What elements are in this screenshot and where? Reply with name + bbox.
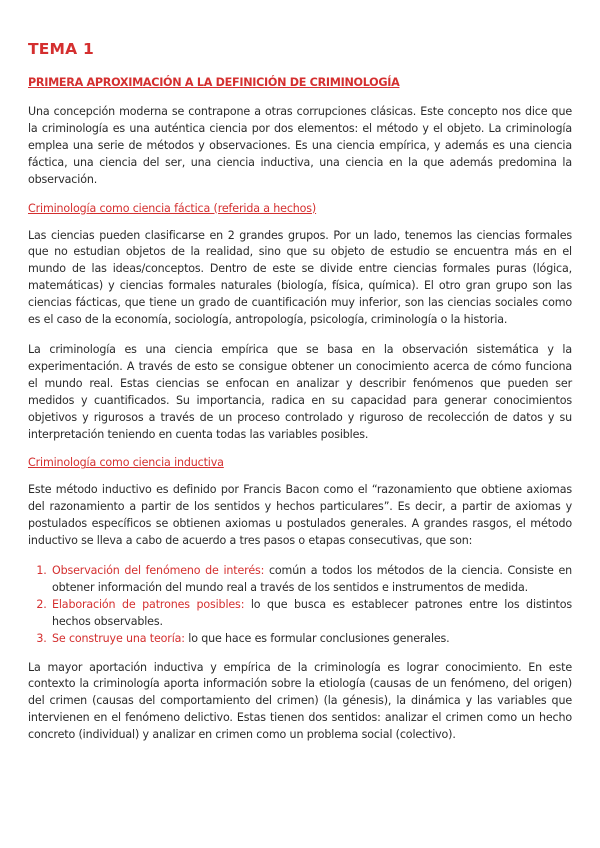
step-text: común a todos los métodos de la ciencia. Consiste en obtener información del mundo real a través de los sentidos e instrumentos de medida. (52, 564, 572, 594)
list-item (50, 597, 572, 631)
list-item (50, 631, 572, 648)
inductiva-paragraph: Este método inductivo es definido por Francis Bacon como el “razonamiento que obtiene axiomas del razonamiento a partir de los sentidos y hechos particulares”. Es decir, a partir de axiomas y postulados específicos se obtienen axiomas u postulados generales. A grandes rasgos, el método inductivo se lleva a cabo de acuerdo a tres pasos o etapas consecutivas, que son: (28, 483, 572, 548)
section-heading-factica: Criminología como ciencia fáctica (referida a hechos) (28, 201, 317, 215)
factica-paragraph-2: La criminología es una ciencia empírica que se basa en la observación sistemática y la experimentación. A través de esto se consigue obtener un conocimiento acerca de cómo funciona el mundo real. Estas ciencias se enfocan en analizar y describir fenómenos que pueden ser medidos y cuantificados. Su importancia, radica en su capacidad para generar conocimientos objetivos y rigurosos a través de un proceso controlado y riguroso de recolección de datos y su interpretación teniendo en cuenta todas las variables posibles. (28, 342, 572, 441)
section-heading-inductiva: Criminología como ciencia inductiva (28, 456, 224, 470)
step-text: lo que hace es formular conclusiones generales. (184, 631, 450, 645)
step-term: Se construye una teoría: (52, 631, 185, 645)
closing-paragraph: La mayor aportación inductiva y empírica de la criminología es lograr conocimiento. En este contexto la criminología aporta información sobre la etiología (causas de un fenómeno, del origen) del crimen (causas del comportamiento del crimen) (la génesis), la dinámica y las variables que intervienen en el fenómeno delictivo. Estas tienen dos sentidos: analizar el crimen como un hecho concreto (individual) y analizar en crimen como un problema social (colectivo). (28, 660, 572, 742)
step-term: Elaboración de patrones posibles: (52, 597, 245, 611)
factica-paragraph-1: Las ciencias pueden clasificarse en 2 grandes grupos. Por un lado, tenemos las ciencias formales que no estudian objetos de la realidad, sino que su objeto de estudio se encuentra más en el mundo de las ideas/conceptos. Dentro de este se divide entre ciencias formales puras (lógica, matemáticas) y ciencias formales naturales (biología, física, química). El otro gran grupo son las ciencias fácticas, que tiene un grado de cuantificación muy inferior, son las ciencias sociales como es el caso de la economía, sociología, antropología, psicología, criminología o la historia. (28, 228, 572, 327)
chapter-subtitle: PRIMERA APROXIMACIÓN A LA DEFINICIÓN DE CRIMINOLOGÍA (28, 76, 400, 89)
intro-paragraph: Una concepción moderna se contrapone a otras corrupciones clásicas. Este concepto nos dice que la criminología es una auténtica ciencia por dos elementos: el método y el objeto. La criminología emplea una serie de métodos y observaciones. Es una ciencia empírica, y además es una ciencia fáctica, una ciencia del ser, una ciencia inductiva, una ciencia en la que además predomina la observación. (28, 105, 572, 186)
step-text: lo que busca es establecer patrones entre los distintos hechos observables. (52, 597, 572, 628)
step-term: Observación del fenómeno de interés: (52, 564, 265, 578)
inductive-steps-list (28, 563, 572, 648)
document-title: TEMA 1 (28, 40, 94, 58)
list-item (50, 563, 572, 597)
